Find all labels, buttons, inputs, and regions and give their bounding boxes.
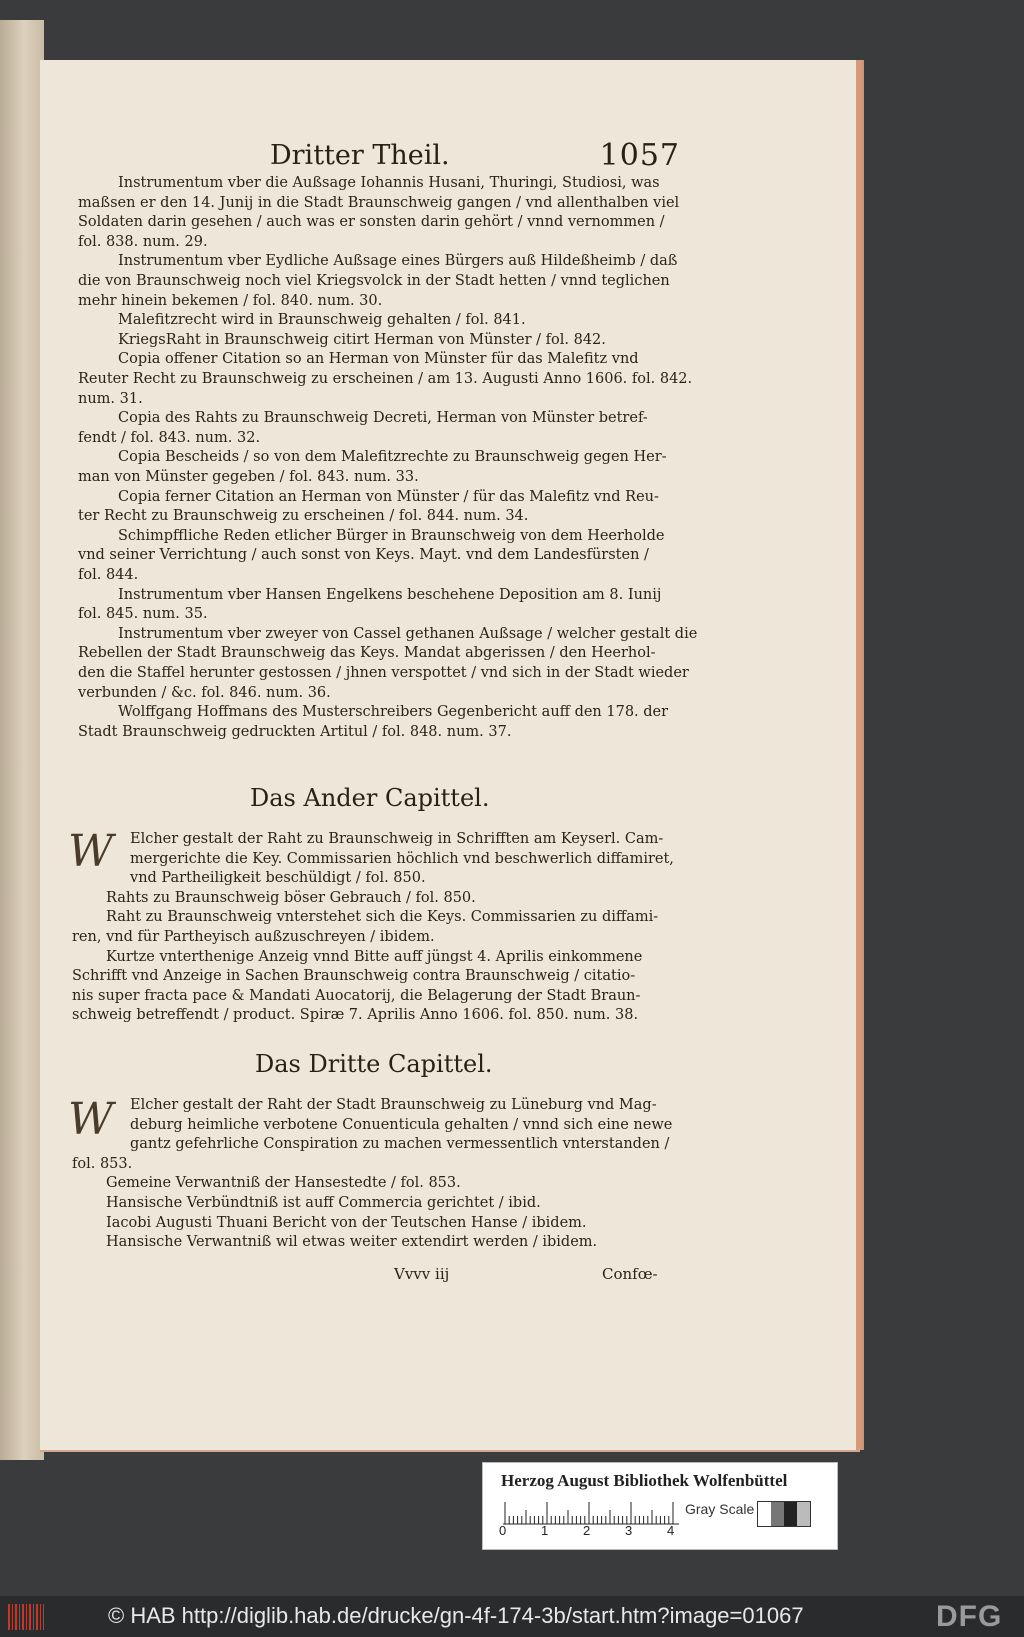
- footer-bar: [0, 1596, 1024, 1637]
- gray-scale-label: Gray Scale: [685, 1501, 755, 1517]
- text-line: Elcher gestalt der Raht der Stadt Braunschweig zu Lüneburg vnd Mag-: [130, 1097, 657, 1113]
- text-line: gantz gefehrliche Conspiration zu machen vermessentlich vnterstanden /: [130, 1136, 670, 1153]
- text-line: schweig betreffendt / product. Spiræ 7. Aprilis Anno 1606. fol. 850. num. 38.: [72, 1007, 639, 1024]
- text-line: Hansische Verwantniß wil etwas weiter extendirt werden / ibidem.: [106, 1234, 598, 1251]
- text-line: maßsen er den 14. Junij in die Stadt Braunschweig gangen / vnd allenthalben viel: [78, 194, 680, 211]
- chapter-heading-2: Das Ander Capittel.: [250, 784, 490, 812]
- drop-initial-3: W: [68, 1094, 114, 1145]
- text-line: fol. 853.: [72, 1155, 133, 1172]
- text-line: Gemeine Verwantniß der Hansestedte / fol. 853.: [106, 1175, 461, 1192]
- text-line: Copia ferner Citation an Herman von Münster / für das Malefitz vnd Reu-: [118, 488, 659, 505]
- facing-page-edge: [0, 20, 44, 1460]
- text-line: Hansische Verbündtniß ist auff Commercia gerichtet / ibid.: [106, 1195, 541, 1211]
- chapter-heading-3: Das Dritte Capittel.: [255, 1050, 493, 1078]
- text-line: verbunden / &c. fol. 846. num. 36.: [78, 684, 331, 701]
- text-line: deburg heimliche verbotene Conuenticula gehalten / vnnd sich eine newe: [130, 1116, 673, 1133]
- ruler-label-0: 0: [499, 1523, 507, 1538]
- text-line: Instrumentum vber zweyer von Cassel gethanen Außsage / welcher gestalt die: [118, 625, 698, 642]
- text-line: Instrumentum vber die Außsage Iohannis Husani, Thuringi, Studiosi, was: [118, 175, 660, 191]
- text-line: num. 31.: [78, 390, 143, 407]
- page-number: 1057: [599, 138, 680, 173]
- centimeter-ruler: [501, 1499, 681, 1525]
- text-line: den die Staffel herunter gestossen / jhnen verspottet / vnd sich in der Stadt wieder: [78, 665, 689, 681]
- ruler-label-2: 2: [583, 1523, 591, 1538]
- text-line: Iacobi Augusti Thuani Bericht von der Teutschen Hanse / ibidem.: [106, 1214, 587, 1231]
- text-line: Copia des Rahts zu Braunschweig Decreti, Herman von Münster betref-: [118, 410, 648, 427]
- ruler-label-1: 1: [541, 1523, 549, 1538]
- drop-initial-2: W: [68, 826, 114, 877]
- text-line: KriegsRaht in Braunschweig citirt Herman von Münster / fol. 842.: [118, 331, 606, 348]
- text-line: Reuter Recht zu Braunschweig zu erscheinen / am 13. Augusti Anno 1606. fol. 842.: [78, 371, 693, 387]
- barcode-icon: [8, 1604, 44, 1630]
- text-line: Copia offener Citation so an Herman von Münster für das Malefitz vnd: [118, 351, 639, 368]
- text-line: Rahts zu Braunschweig böser Gebrauch / fol. 850.: [106, 889, 476, 906]
- text-line: ter Recht zu Braunschweig zu erscheinen / fol. 844. num. 34.: [78, 508, 529, 525]
- text-line: Instrumentum vber Hansen Engelkens beschehene Deposition am 8. Iunij: [118, 586, 662, 603]
- text-line: Wolffgang Hoffmans des Musterschreibers Gegenbericht auff den 178. der: [118, 704, 669, 721]
- text-line: ren, vnd für Partheyisch außzuschreyen / ibidem.: [72, 929, 435, 945]
- text-line: Malefitzrecht wird in Braunschweig gehalten / fol. 841.: [118, 312, 526, 329]
- text-line: Soldaten darin gesehen / auch was er sonsten darin gehört / vnnd vernommen /: [78, 214, 665, 231]
- text-line: fol. 845. num. 35.: [78, 606, 208, 623]
- text-line: Elcher gestalt der Raht zu Braunschweig in Schrifften am Keyserl. Cam-: [130, 831, 664, 847]
- footer-url[interactable]: © HAB http://diglib.hab.de/drucke/gn-4f-174-3b/start.htm?image=01067: [108, 1603, 804, 1628]
- page-fore-edge: [856, 60, 862, 1450]
- text-line: die von Braunschweig noch viel Kriegsvolck in der Stadt hetten / vnnd teglichen: [78, 273, 670, 289]
- text-line: Copia Bescheids / so von dem Malefitzrechte zu Braunschweig gegen Her-: [118, 449, 667, 466]
- dfg-logo: DFG: [936, 1600, 1003, 1633]
- color-scale-card: [482, 1462, 838, 1550]
- text-line: Schimpffliche Reden etlicher Bürger in Braunschweig von dem Heerholde: [118, 527, 665, 544]
- text-line: vnd seiner Verrichtung / auch sonst von Keys. Mayt. vnd dem Landesfürsten /: [78, 547, 649, 564]
- text-line: fendt / fol. 843. num. 32.: [78, 429, 261, 446]
- text-line: fol. 844.: [78, 567, 139, 583]
- text-line: vnd Partheiligkeit beschüldigt / fol. 850.: [130, 870, 426, 887]
- running-title: Dritter Theil.: [270, 140, 450, 171]
- gray-scale-swatch: [757, 1501, 811, 1527]
- library-name: Herzog August Bibliothek Wolfenbüttel: [501, 1471, 788, 1490]
- text-line: Kurtze vnterthenige Anzeig vnnd Bitte auff jüngst 4. Aprilis einkommene: [106, 948, 643, 965]
- catchword: Confœ-: [602, 1265, 658, 1283]
- text-line: mergerichte die Key. Commissarien höchlich vnd beschwerlich diffamiret,: [130, 850, 674, 867]
- signature-mark: Vvvv iij: [394, 1265, 450, 1283]
- text-line: Schrifft vnd Anzeige in Sachen Braunschweig contra Braunschweig / citatio-: [72, 968, 636, 985]
- text-line: Stadt Braunschweig gedruckten Artitul / fol. 848. num. 37.: [78, 723, 512, 740]
- text-line: Raht zu Braunschweig vnterstehet sich die Keys. Commissarien zu diffami-: [106, 909, 659, 926]
- text-line: Instrumentum vber Eydliche Außsage eines Bürgers auß Hildeßheimb / daß: [118, 253, 678, 270]
- text-line: mehr hinein bekemen / fol. 840. num. 30.: [78, 292, 383, 309]
- ruler-label-4: 4: [667, 1523, 675, 1538]
- text-line: man von Münster gegeben / fol. 843. num. 33.: [78, 469, 419, 485]
- text-line: fol. 838. num. 29.: [78, 233, 208, 250]
- text-line: nis super fracta pace & Mandati Auocatorij, die Belagerung der Stadt Braun-: [72, 987, 641, 1004]
- text-line: Rebellen der Stadt Braunschweig das Keys. Mandat abgerissen / den Heerhol-: [78, 645, 656, 662]
- ruler-label-3: 3: [625, 1523, 633, 1538]
